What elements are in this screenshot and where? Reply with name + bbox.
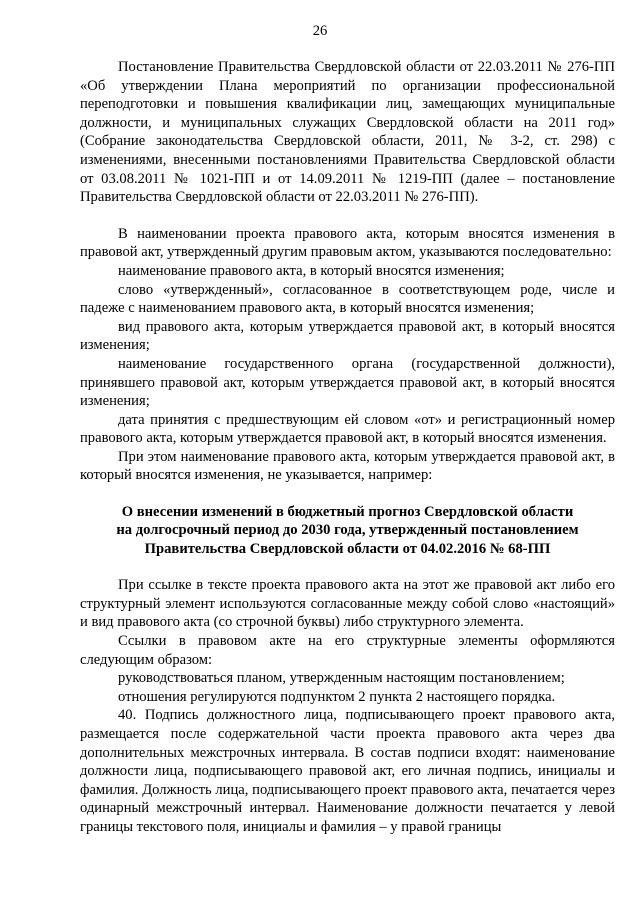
document-body bbox=[80, 58, 615, 837]
example-line: отношения регулируются подпунктом 2 пункта 2 настоящего порядка. bbox=[118, 688, 556, 705]
paragraph: При этом наименование правового акта, которым утверждается правовой акт, в который вносятся изменения, не указывается, например: bbox=[80, 448, 615, 484]
list-item: слово «утвержденный», согласованное в соответствующем роде, числе и падеже с наименованием правового акта, в который вносятся изменения; bbox=[80, 281, 615, 317]
paragraph: Постановление Правительства Свердловской области от 22.03.2011 № 276-ПП «Об утверждении Плана мероприятий по организации профессиональной переподготовки и повышения квалификации лиц, замещающих муниципальные должности, и муниципальных служащих Свердловской области на 2011 год» (Собрание законодательства Свердловской области, 2011, № 3-2, ст. 298) с изменениями, внесенными постановлениями Правительства Свердловской области от 03.08.2011 № 1021-ПП и от 14.09.2011 № 1219-ПП (далее – постановление Правительства Свердловской области от 22.03.2011 № 276-ПП). bbox=[80, 59, 615, 206]
paragraph: При ссылке в тексте проекта правового акта на этот же правовой акт либо его структурный элемент используются согласованные между собой слово «настоящий» и вид правового акта (со строчной буквы) либо структурного элемента. bbox=[80, 577, 615, 631]
spacer bbox=[80, 207, 615, 225]
heading-line: Правительства Свердловской области от 04.02.2016 № 68-ПП bbox=[144, 540, 551, 557]
page-number: 26 bbox=[312, 23, 328, 39]
heading-line: О внесении изменений в бюджетный прогноз Свердловской области bbox=[121, 504, 574, 521]
spacer bbox=[80, 485, 615, 503]
list-item: наименование правового акта, в который вносятся изменения; bbox=[118, 262, 505, 279]
list-item: дата принятия с предшествующим ей словом «от» и регистрационный номер правового акта, которым утверждается правовой акт, в который вносятся изменения. bbox=[80, 411, 615, 447]
paragraph: 40. Подпись должностного лица, подписывающего проект правового акта, размещается после содержательной части проекта правового акта через два дополнительных межстрочных интервала. В состав подписи входят: наименование должности лица, подписывающего правовой акт, его личная подпись, инициалы и фамилия. Должность лица, подписывающего проект правового акта, печатается через одинарный межстрочный интервал. Наименование должности печатается у левой границы текстового поля, инициалы и фамилия – у правой границы bbox=[80, 707, 615, 835]
heading-line: на долгосрочный период до 2030 года, утвержденный постановлением bbox=[116, 522, 579, 539]
spacer bbox=[80, 558, 615, 576]
list-item: вид правового акта, которым утверждается правовой акт, в который вносятся изменения; bbox=[80, 318, 615, 354]
paragraph: Ссылки в правовом акте на его структурные элементы оформляются следующим образом: bbox=[80, 633, 615, 668]
list-item: наименование государственного органа (государственной должности), принявшего правовой акт, которым утверждается правовой акт, в который вносятся изменения; bbox=[80, 355, 615, 410]
paragraph: В наименовании проекта правового акта, которым вносятся изменения в правовой акт, утвержденный другим правовым актом, указываются последовательно: bbox=[80, 225, 615, 261]
example-line: руководствоваться планом, утвержденным настоящим постановлением; bbox=[118, 670, 565, 687]
example-heading bbox=[80, 503, 615, 558]
